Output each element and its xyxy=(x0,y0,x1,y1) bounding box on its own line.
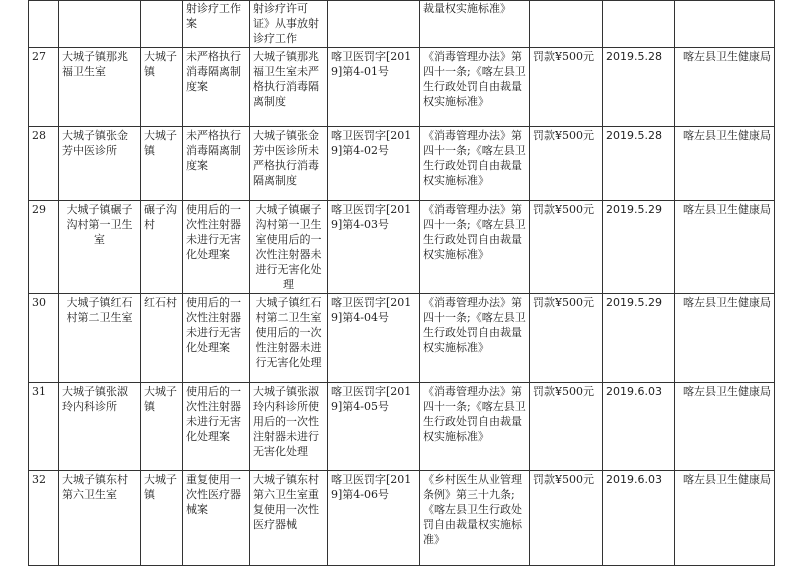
penalty-table xyxy=(28,0,775,566)
cell-basis: 《乡村医生从业管理条例》第三十九条;《喀左县卫生行政处罚自由裁量权实施标准》 xyxy=(420,471,530,566)
cell-basis: 《消毒管理办法》第四十一条;《喀左县卫生行政处罚自由裁量权实施标准》 xyxy=(420,383,530,471)
cell-detail: 大城子镇张淑玲内科诊所使用后的一次性注射器未进行无害化处理 xyxy=(250,383,328,471)
cell-org: 喀左县卫生健康局 xyxy=(675,201,775,294)
cell-no xyxy=(29,1,59,48)
cell-detail: 大城子镇东村第六卫生室重复使用一次性医疗器械 xyxy=(250,471,328,566)
cell-penalty: 罚款¥500元 xyxy=(530,383,603,471)
table-row xyxy=(29,48,775,127)
cell-date xyxy=(603,1,675,48)
cell-penalty: 罚款¥500元 xyxy=(530,201,603,294)
cell-unit xyxy=(59,1,141,48)
cell-no: 32 xyxy=(29,471,59,566)
cell-date: 2019.6.03 xyxy=(603,471,675,566)
cell-penalty: 罚款¥500元 xyxy=(530,294,603,383)
cell-no: 28 xyxy=(29,127,59,201)
cell-unit: 大城子镇碾子沟村第一卫生室 xyxy=(59,201,141,294)
table-row xyxy=(29,201,775,294)
table-row-partial xyxy=(29,1,775,48)
cell-unit: 大城子镇张淑玲内科诊所 xyxy=(59,383,141,471)
cell-basis: 《消毒管理办法》第四十一条;《喀左县卫生行政处罚自由裁量权实施标准》 xyxy=(420,294,530,383)
cell-detail: 大城子镇张金芳中医诊所未严格执行消毒隔离制度 xyxy=(250,127,328,201)
cell-penalty: 罚款¥500元 xyxy=(530,471,603,566)
cell-detail: 大城子镇红石村第二卫生室使用后的一次性注射器未进行无害化处理 xyxy=(250,294,328,383)
cell-unit: 大城子镇红石村第二卫生室 xyxy=(59,294,141,383)
cell-village xyxy=(141,1,183,48)
cell-org xyxy=(675,1,775,48)
cell-doc-no: 喀卫医罚字[2019]第4-04号 xyxy=(328,294,420,383)
cell-date: 2019.5.29 xyxy=(603,294,675,383)
cell-basis: 《消毒管理办法》第四十一条;《喀左县卫生行政处罚自由裁量权实施标准》 xyxy=(420,48,530,127)
cell-date: 2019.6.03 xyxy=(603,383,675,471)
cell-case: 重复使用一次性医疗器械案 xyxy=(183,471,250,566)
cell-doc-no: 喀卫医罚字[2019]第4-03号 xyxy=(328,201,420,294)
cell-penalty: 罚款¥500元 xyxy=(530,127,603,201)
cell-village: 红石村 xyxy=(141,294,183,383)
cell-basis: 裁量权实施标准》 xyxy=(420,1,530,48)
table-row xyxy=(29,471,775,566)
cell-date: 2019.5.28 xyxy=(603,48,675,127)
cell-detail: 大城子镇碾子沟村第一卫生室使用后的一次性注射器未进行无害化处理 xyxy=(250,201,328,294)
cell-case: 使用后的一次性注射器未进行无害化处理案 xyxy=(183,383,250,471)
cell-detail: 大城子镇那兆福卫生室未严格执行消毒隔离制度 xyxy=(250,48,328,127)
table-row xyxy=(29,127,775,201)
cell-no: 27 xyxy=(29,48,59,127)
cell-org: 喀左县卫生健康局 xyxy=(675,471,775,566)
table-row xyxy=(29,294,775,383)
cell-no: 30 xyxy=(29,294,59,383)
cell-village: 大城子镇 xyxy=(141,127,183,201)
cell-org: 喀左县卫生健康局 xyxy=(675,48,775,127)
cell-case: 未严格执行消毒隔离制度案 xyxy=(183,48,250,127)
cell-date: 2019.5.29 xyxy=(603,201,675,294)
cell-org: 喀左县卫生健康局 xyxy=(675,294,775,383)
cell-unit: 大城子镇那兆福卫生室 xyxy=(59,48,141,127)
cell-date: 2019.5.28 xyxy=(603,127,675,201)
cell-doc-no: 喀卫医罚字[2019]第4-05号 xyxy=(328,383,420,471)
cell-case: 射诊疗工作案 xyxy=(183,1,250,48)
cell-case: 未严格执行消毒隔离制度案 xyxy=(183,127,250,201)
table-row xyxy=(29,383,775,471)
cell-penalty xyxy=(530,1,603,48)
cell-penalty: 罚款¥500元 xyxy=(530,48,603,127)
cell-no: 31 xyxy=(29,383,59,471)
cell-org: 喀左县卫生健康局 xyxy=(675,383,775,471)
cell-detail: 射诊疗许可证》从事放射诊疗工作 xyxy=(250,1,328,48)
cell-village: 大城子镇 xyxy=(141,48,183,127)
cell-case: 使用后的一次性注射器未进行无害化处理案 xyxy=(183,294,250,383)
cell-village: 大城子镇 xyxy=(141,383,183,471)
cell-org: 喀左县卫生健康局 xyxy=(675,127,775,201)
cell-doc-no: 喀卫医罚字[2019]第4-06号 xyxy=(328,471,420,566)
cell-no: 29 xyxy=(29,201,59,294)
cell-doc-no: 喀卫医罚字[2019]第4-01号 xyxy=(328,48,420,127)
cell-village: 大城子镇 xyxy=(141,471,183,566)
cell-basis: 《消毒管理办法》第四十一条;《喀左县卫生行政处罚自由裁量权实施标准》 xyxy=(420,127,530,201)
cell-unit: 大城子镇张金芳中医诊所 xyxy=(59,127,141,201)
cell-village: 碾子沟村 xyxy=(141,201,183,294)
cell-doc-no xyxy=(328,1,420,48)
cell-case: 使用后的一次性注射器未进行无害化处理案 xyxy=(183,201,250,294)
cell-doc-no: 喀卫医罚字[2019]第4-02号 xyxy=(328,127,420,201)
cell-basis: 《消毒管理办法》第四十一条;《喀左县卫生行政处罚自由裁量权实施标准》 xyxy=(420,201,530,294)
cell-unit: 大城子镇东村第六卫生室 xyxy=(59,471,141,566)
